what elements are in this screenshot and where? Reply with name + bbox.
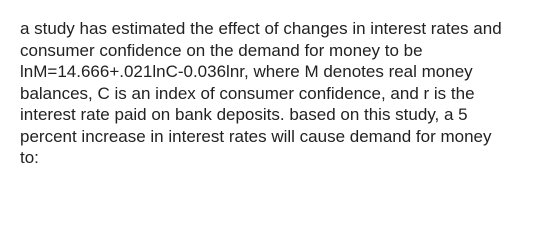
question-line: consumer confidence on the demand for money to be xyxy=(20,40,423,60)
question-line: balances, C is an index of consumer confidence, and r is the xyxy=(20,83,475,103)
question-line: percent increase in interest rates will cause demand for money xyxy=(20,126,492,146)
question-line: to: xyxy=(20,148,39,167)
question-line: interest rate paid on bank deposits. based on this study, a 5 xyxy=(20,105,468,124)
question-text xyxy=(20,18,550,169)
question-line: lnM=14.666+.021lnC-0.036lnr, where M denotes real money xyxy=(20,62,473,81)
question-line: a study has estimated the effect of changes in interest rates and xyxy=(20,19,502,38)
